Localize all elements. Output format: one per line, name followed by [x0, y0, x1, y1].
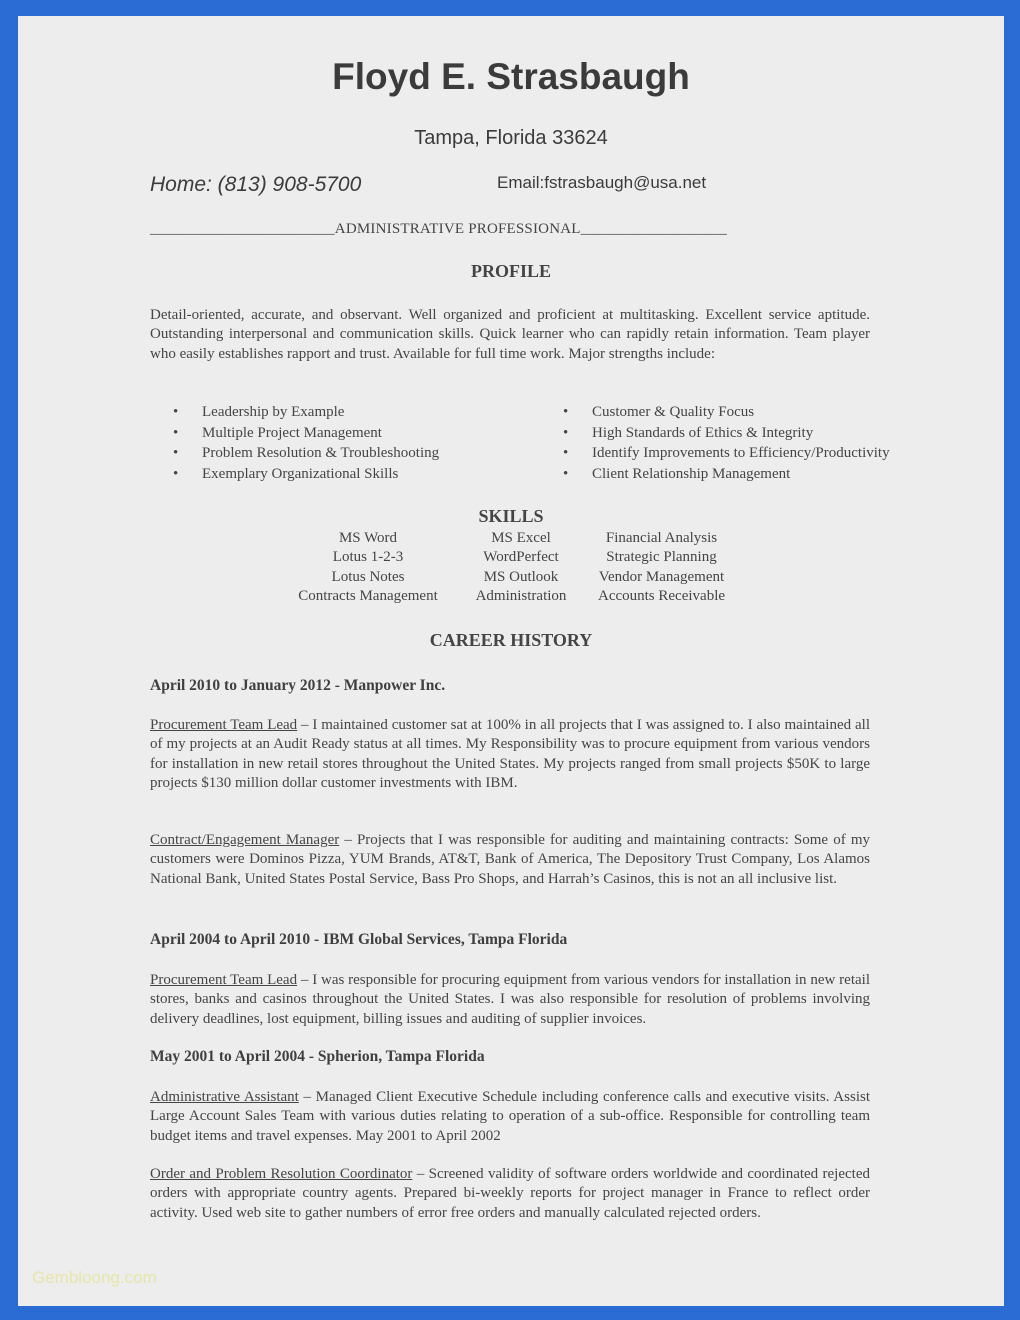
- location: Tampa, Florida 33624: [414, 127, 608, 149]
- job-entry-admin-assistant: [150, 1088, 870, 1146]
- bullet-icon: •: [563, 445, 569, 461]
- skills-column-1: [280, 529, 456, 606]
- role-title: Procurement Team Lead: [150, 717, 298, 733]
- career-history-heading: CAREER HISTORY: [429, 630, 593, 650]
- job-entry-procurement-lead: [150, 716, 870, 793]
- skill-item: Vendor Management: [598, 568, 725, 585]
- list-item: • Customer & Quality Focus: [563, 402, 890, 423]
- list-item: • High Standards of Ethics & Integrity: [563, 423, 890, 444]
- skill-item: Contracts Management: [298, 587, 438, 604]
- professional-title: ________________________ADMINISTRATIVE PROFESSIONAL___________________: [150, 221, 727, 237]
- bullet-icon: •: [563, 424, 569, 441]
- skills-column-3: [584, 529, 739, 606]
- bullet-icon: •: [563, 465, 569, 482]
- resume-name: Floyd E. Strasbaugh: [332, 56, 690, 97]
- skill-item: Administration: [475, 587, 567, 604]
- list-item: • Leadership by Example: [173, 402, 439, 423]
- role-title: Order and Problem Resolution Coordinator: [150, 1166, 413, 1182]
- job-entry-order-coordinator: [150, 1165, 870, 1223]
- strengths-right-list: [563, 402, 890, 484]
- skill-item: Lotus 1-2-3: [332, 549, 404, 566]
- watermark: Gembloong.com: [32, 1268, 157, 1287]
- job-header-manpower: April 2010 to January 2012 - Manpower Inc.: [150, 677, 446, 694]
- skill-item: MS Outlook: [483, 568, 559, 585]
- skill-item: MS Word: [338, 530, 398, 546]
- list-item: • Problem Resolution & Troubleshooting: [173, 443, 439, 464]
- skills-heading: SKILLS: [478, 506, 544, 526]
- skill-item: Strategic Planning: [606, 549, 717, 566]
- list-item: • Identify Improvements to Efficiency/Productivity: [563, 443, 890, 464]
- profile-summary: Detail-oriented, accurate, and observant. Well organized and proficient at multitasking. Excellent service aptitude. Outstanding interpersonal and communication skills. Quick learner who can rapidly retain information. Team player who easily establishes rapport and trust. Available for full time work. Major strengths include:: [150, 307, 870, 362]
- role-description: – Projects that I was responsible for auditing and maintaining contracts: Some of my customers were Dominos Pizza, YUM Brands, AT&T, Bank of America, The Depository Trust Company, Los Alamos National Bank, United States Postal Service, Bass Pro Shops, and Harrah’s Casinos, this is not an all inclusive list.: [150, 832, 870, 887]
- job-header-spherion: May 2001 to April 2004 - Spherion, Tampa Florida: [150, 1048, 485, 1065]
- job-header-ibm: April 2004 to April 2010 - IBM Global Services, Tampa Florida: [150, 931, 568, 948]
- role-title: Contract/Engagement Manager: [150, 832, 340, 848]
- list-item: • Exemplary Organizational Skills: [173, 464, 439, 485]
- bullet-icon: •: [173, 465, 179, 482]
- list-item: • Multiple Project Management: [173, 423, 439, 444]
- role-description: – I was responsible for procuring equipment from various vendors for installation in new retail stores, banks and casinos throughout the United States. I was also responsible for resolution of problems involving delivery deadlines, lost equipment, billing issues and auditing of supplier invoices.: [150, 972, 870, 1027]
- strengths-left-list: [173, 402, 439, 484]
- profile-heading: PROFILE: [470, 261, 551, 281]
- list-item: • Client Relationship Management: [563, 464, 890, 485]
- skill-item: WordPerfect: [483, 549, 559, 566]
- role-description: – Managed Client Executive Schedule including conference calls and executive visits. Assist Large Account Sales Team with various duties relating to operation of a sub-office. Responsible for controlling team budget items and travel expenses. May 2001 to April 2002: [150, 1089, 870, 1144]
- resume-page: [18, 16, 1004, 1306]
- skill-item: MS Excel: [491, 530, 551, 546]
- bullet-icon: •: [173, 404, 179, 420]
- skill-item: Financial Analysis: [605, 530, 718, 546]
- bullet-icon: •: [563, 404, 569, 420]
- role-description: – I maintained customer sat at 100% in all projects that I was assigned to. I also maintained all of my projects at an Audit Ready status at all times. My Responsibility was to procure equipment from various vendors for installation in new retail stores throughout the United States. My projects ranged from small projects $50K to large projects $130 million dollar customer investments with IBM.: [150, 717, 870, 791]
- role-title: Procurement Team Lead: [150, 972, 298, 988]
- job-entry-ibm-procurement: [150, 971, 870, 1029]
- home-phone: Home: (813) 908-5700: [150, 173, 362, 196]
- bullet-icon: •: [173, 445, 179, 461]
- skill-item: Lotus Notes: [331, 568, 405, 585]
- role-title: Administrative Assistant: [150, 1089, 299, 1105]
- skill-item: Accounts Receivable: [597, 587, 726, 604]
- email-address: Email:fstrasbaugh@usa.net: [497, 173, 707, 192]
- role-description: – Screened validity of software orders worldwide and coordinated rejected orders with appropriate country agents. Prepared bi-weekly reports for project manager in France to reflect order activity. Used web site to gather numbers of error free orders and manually calculated rejected orders.: [150, 1166, 870, 1221]
- bullet-icon: •: [173, 424, 179, 441]
- skills-column-2: [461, 529, 581, 606]
- job-entry-contract-manager: [150, 831, 870, 889]
